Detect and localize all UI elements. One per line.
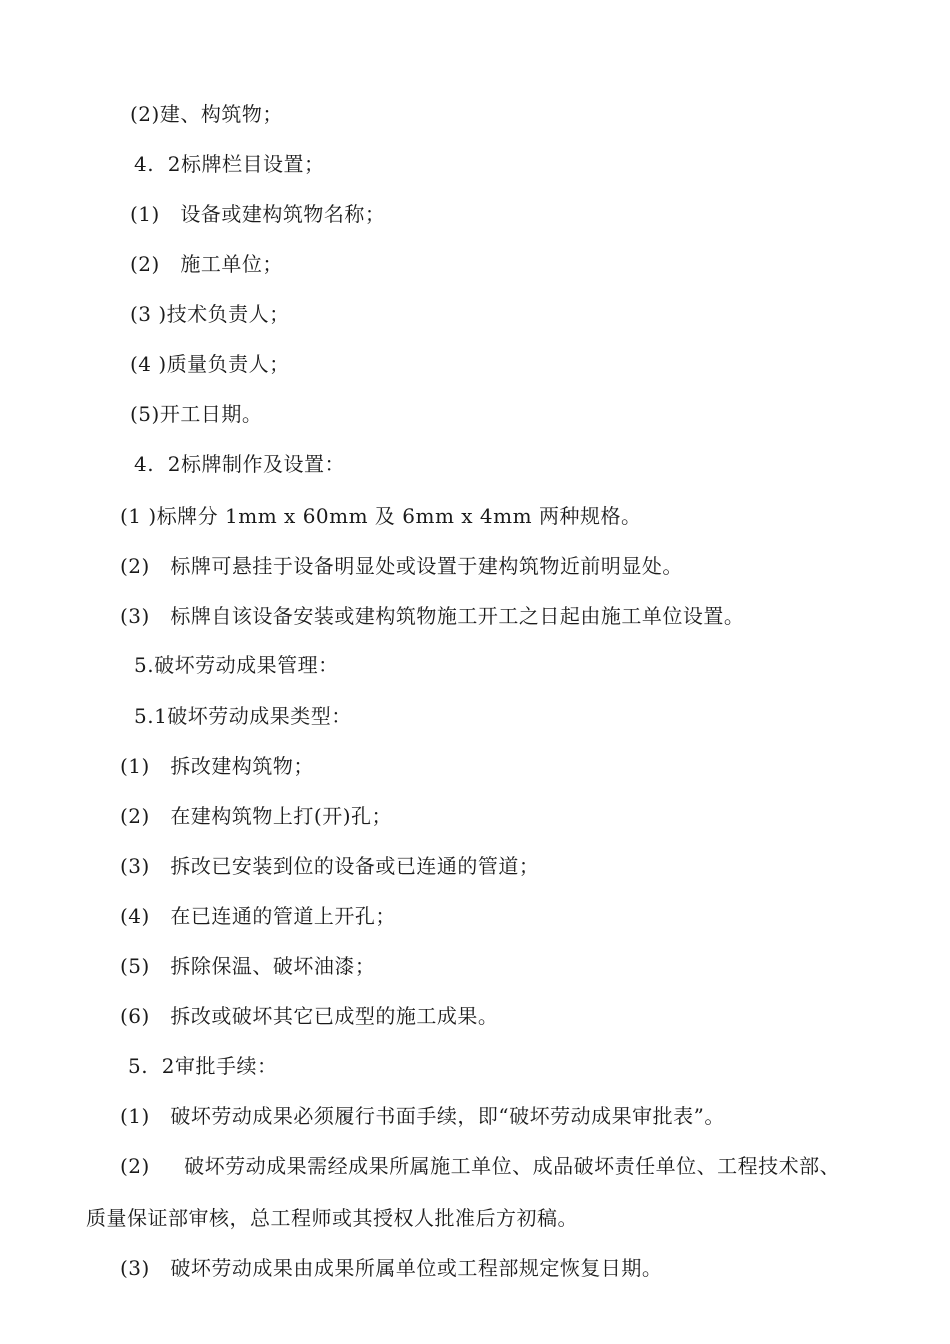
text-line: (4) 在已连通的管道上开孔； <box>120 904 396 928</box>
text-line: (2)建、构筑物； <box>130 102 283 126</box>
text-line: (5)开工日期。 <box>130 402 263 426</box>
text-line: (3) 标牌自该设备安装或建构筑物施工开工之日起由施工单位设置。 <box>120 604 745 628</box>
text-line: (1 )标牌分 1mm x 60mm 及 6mm x 4mm 两种规格。 <box>120 504 642 528</box>
text-line: (1) 设备或建构筑物名称； <box>130 202 386 226</box>
text-line: (3 )技术负责人； <box>130 302 290 326</box>
text-line: (5) 拆除保温、破坏油漆； <box>120 954 376 978</box>
text-line: (2) 在建构筑物上打(开)孔； <box>120 804 393 828</box>
section-heading: 4. 2标牌制作及设置： <box>134 452 346 476</box>
text-line: (3) 破坏劳动成果由成果所属单位或工程部规定恢复日期。 <box>120 1256 663 1280</box>
text-line: (2) 标牌可悬挂于设备明显处或设置于建构筑物近前明显处。 <box>120 554 683 578</box>
text-line: (2) 破坏劳动成果需经成果所属施工单位、成品破坏责任单位、工程技术部、 <box>120 1154 841 1178</box>
text-line: (4 )质量负责人； <box>130 352 290 376</box>
text-line: (2) 施工单位； <box>130 252 283 276</box>
text-line: (3) 拆改已安装到位的设备或已连通的管道； <box>120 854 540 878</box>
section-heading: 5.破坏劳动成果管理： <box>134 653 339 677</box>
text-line: (1) 拆改建构筑物； <box>120 754 314 778</box>
text-line: 质量保证部审核，总工程师或其授权人批准后方初稿。 <box>86 1206 578 1230</box>
section-heading: 5.1破坏劳动成果类型： <box>134 704 352 728</box>
section-heading: 4. 2标牌栏目设置； <box>134 152 325 176</box>
text-line: (1) 破坏劳动成果必须履行书面手续，即“破坏劳动成果审批表”。 <box>120 1104 725 1128</box>
text-line: (6) 拆改或破坏其它已成型的施工成果。 <box>120 1004 499 1028</box>
section-heading: 5. 2审批手续： <box>128 1054 278 1078</box>
